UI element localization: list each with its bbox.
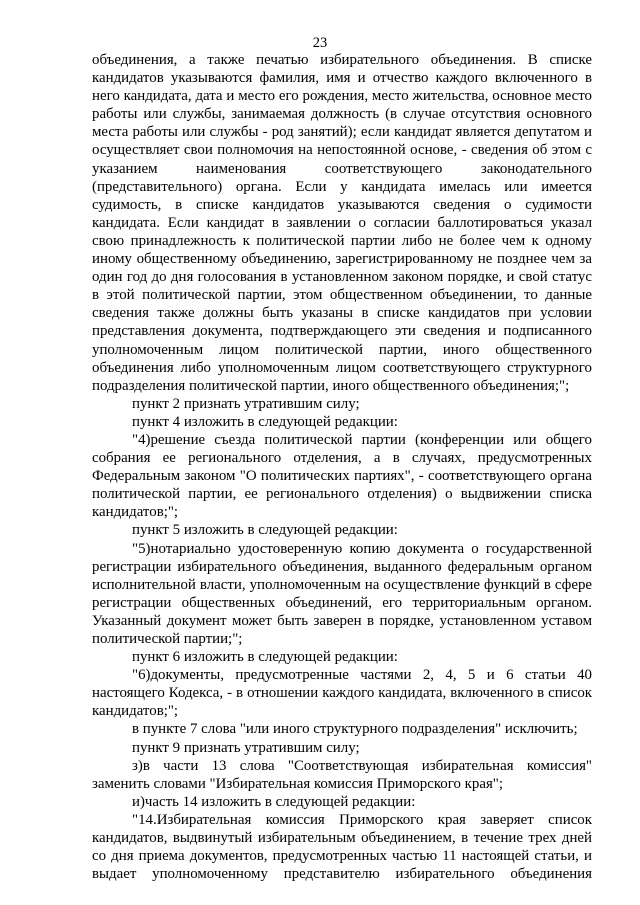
paragraph-part-13-amendment: з)в части 13 слова "Соответствующая избирательная комиссия" заменить словами "Избирательная комиссия Приморского края";	[92, 757, 592, 792]
page-number: 23	[312, 35, 328, 51]
paragraph-item-6-text: "6)документы, предусмотренные частями 2, 4, 5 и 6 статьи 40 настоящего Кодекса, - в отношении каждого кандидата, включенного в список кандидатов;";	[92, 667, 592, 720]
paragraph-item-4-text: "4)решение съезда политической партии (конференции или общего собрания ее регионального отделения, а в случаях, предусмотренных Федеральным законом "О политических партиях", - соответствующего органа политической партии, ее регионального отделения) о выдвижении списка кандидатов;";	[92, 431, 592, 521]
paragraph-item-2-repeal: пункт 2 признать утратившим силу;	[132, 395, 360, 412]
paragraph-item-5-text: "5)нотариально удостоверенную копию документа о государственной регистрации избирательного объединения, выданного федеральным органом исполнительной власти, уполномоченным на осуществление функций в сфере регистрации общественных объединений, его территориальным органом. Указанный документ может быть заверен в порядке, установленном уставом политической партии;";	[92, 540, 592, 647]
paragraph-item-9-repeal: пункт 9 признать утратившим силу;	[132, 739, 360, 756]
paragraph-item-7-amendment: в пункте 7 слова "или иного структурного подразделения" исключить;	[132, 721, 578, 738]
document-body	[92, 51, 592, 883]
paragraph-item-4-intro: пункт 4 изложить в следующей редакции:	[132, 413, 398, 430]
paragraph-part-14-intro: и)часть 14 изложить в следующей редакции:	[132, 793, 416, 810]
paragraph-candidate-list-requirements: объединения, а также печатью избирательного объединения. В списке кандидатов указываются фамилия, имя и отчество каждого включенного в него кандидата, дата и место его рождения, место жительства, основное место работы или службы, занимаемая должность (в случае отсутствия основного места работы или службы - род занятий); если кандидат является депутатом и осуществляет свои полномочия на непостоянной основе, - сведения об этом с указанием наименования соответствующего законодательного (представительного) органа. Если у кандидата имелась или имеется судимость, в списке кандидатов указываются сведения о судимости кандидата. Если кандидат в заявлении о согласии баллотироваться указал свою принадлежность к политической партии либо не более чем к одному иному общественному объединению, зарегистрированному не позднее чем за один год до дня голосования в установленном законом порядке, и свой статус в этой политической партии, этом общественном объединении, то данные сведения также должны быть указаны в списке кандидатов при условии представления документа, подтверждающего эти сведения и подписанного уполномоченным лицом политической партии, иного общественного объединения либо уполномоченным лицом соответствующего структурного подразделения политической партии, иного общественного объединения;";	[92, 52, 592, 394]
paragraph-item-6-intro: пункт 6 изложить в следующей редакции:	[132, 649, 398, 666]
paragraph-item-5-intro: пункт 5 изложить в следующей редакции:	[132, 522, 398, 539]
paragraph-part-14-text: "14.Избирательная комиссия Приморского края заверяет список кандидатов, выдвинутый избирательным объединением, в течение трех дней со дня приема документов, предусмотренных частью 11 настоящей статьи, и выдает уполномоченному представителю избирательного объединения	[92, 811, 592, 883]
